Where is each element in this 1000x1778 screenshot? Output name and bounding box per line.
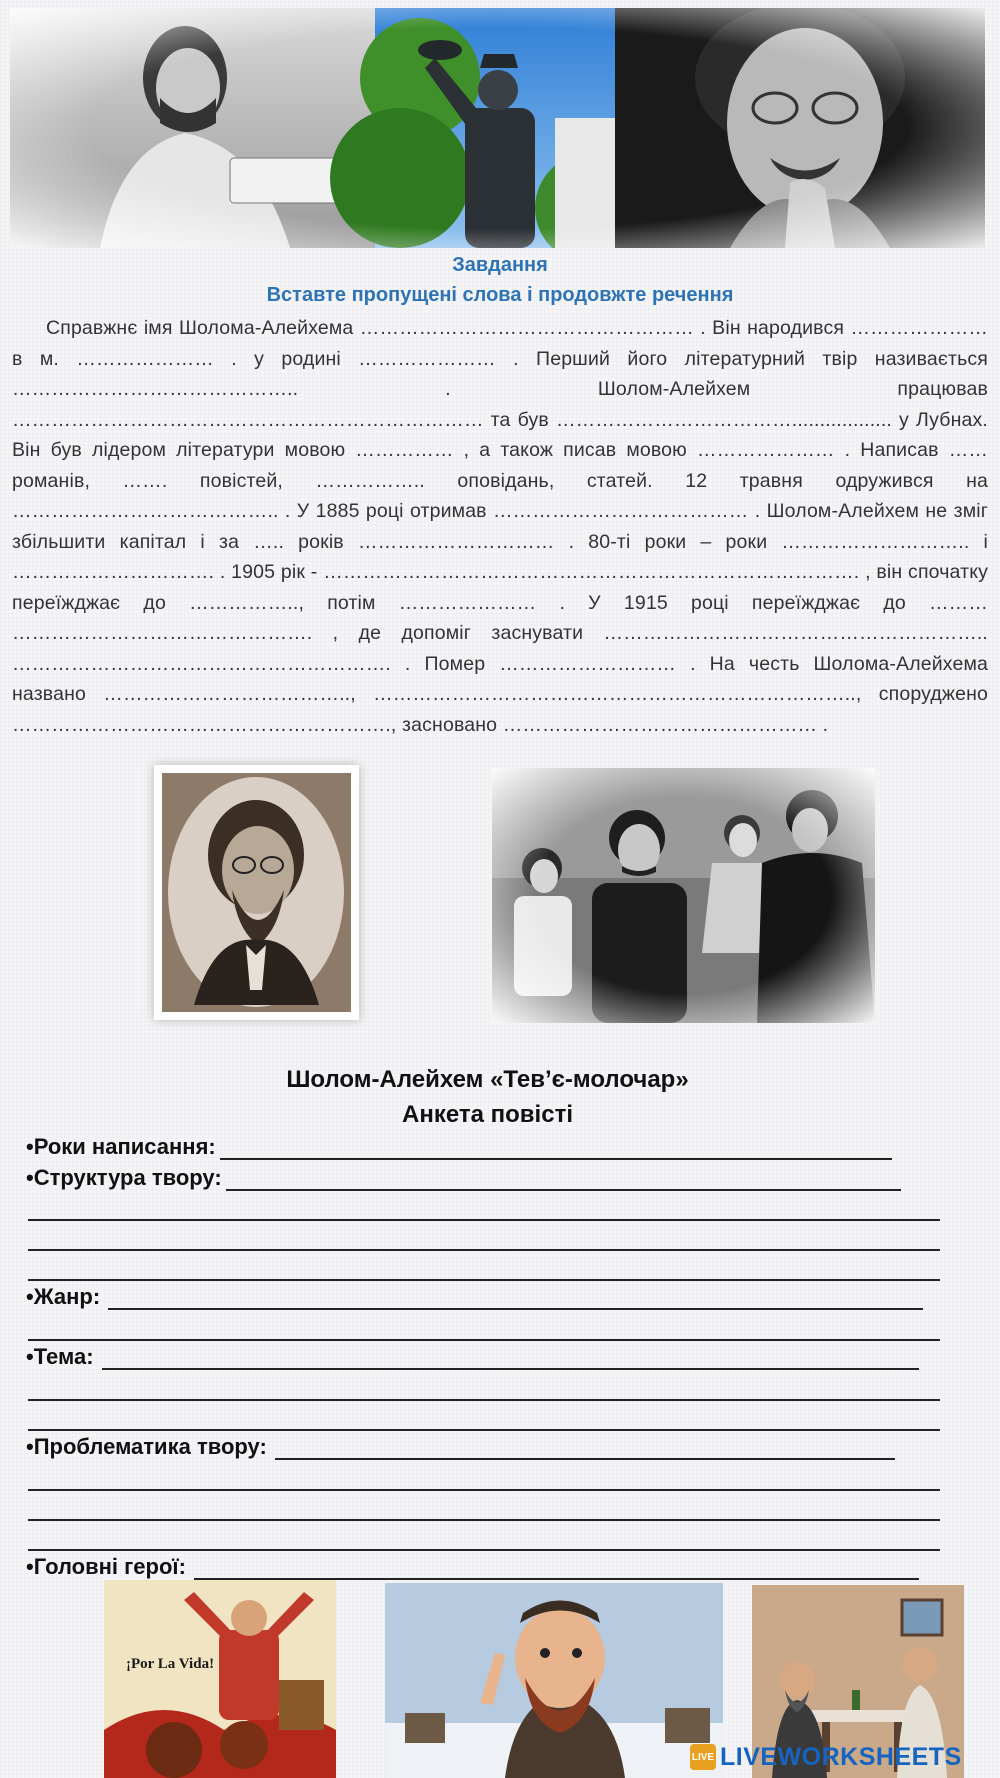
theme-row xyxy=(26,1344,919,1370)
main-characters-answer-line[interactable] xyxy=(194,1556,919,1580)
structure-row xyxy=(26,1165,901,1191)
years-written-row xyxy=(26,1134,892,1160)
theme-label: •Тема: xyxy=(26,1344,94,1369)
liveworksheets-wordmark: LIVEWORKSHEETS xyxy=(720,1742,962,1771)
answer-line[interactable] xyxy=(28,1339,940,1341)
poster-illustration xyxy=(104,1580,336,1778)
fill-in-paragraph xyxy=(12,313,988,740)
structure-answer-line[interactable] xyxy=(226,1167,901,1191)
answer-line[interactable] xyxy=(28,1519,940,1521)
liveworksheets-mark-icon: LIVE xyxy=(690,1744,716,1770)
poster-caption: ¡Por La Vida! xyxy=(126,1656,215,1672)
task-subheading: Вставте пропущені слова і продовжте речення xyxy=(266,284,734,306)
problems-row xyxy=(26,1434,895,1460)
main-characters-label: •Головні герої: xyxy=(26,1554,186,1579)
answer-line[interactable] xyxy=(28,1429,940,1431)
theme-answer-line[interactable] xyxy=(102,1346,919,1370)
top-photo-banner xyxy=(10,8,985,248)
liveworksheets-logo[interactable] xyxy=(690,1742,990,1772)
tevye-cartoon-illustration xyxy=(385,1583,723,1778)
answer-line[interactable] xyxy=(28,1219,940,1221)
questionnaire-subtitle: Анкета повісті xyxy=(402,1101,573,1128)
answer-line[interactable] xyxy=(28,1549,940,1551)
genre-answer-line[interactable] xyxy=(108,1286,923,1310)
answer-line[interactable] xyxy=(28,1279,940,1281)
answer-line[interactable] xyxy=(28,1249,940,1251)
problems-answer-line[interactable] xyxy=(275,1436,895,1460)
task-heading: Завдання xyxy=(452,254,548,276)
answer-line[interactable] xyxy=(28,1399,940,1401)
years-written-answer-line[interactable] xyxy=(220,1136,892,1160)
answer-line[interactable] xyxy=(28,1489,940,1491)
task-paragraph: Справжнє імя Шолома-Алейхема …………………………………………… . Він народився ………………… в м. ………………… . у родині ………………… . Перший його літературний твір називається …………………………………….. . Шолом-Алейхем працював ……………………………………………………………… та був ……………………………….................. у Лубнах. Він був лідером літератури мовою …………… , а також писав мовою ………………… . Написав …… романів, ……. повістей, …………….. оповідань, статей. 12 травня одружився на ………………………………….. . У 1885 році отримав ………………………………… . Шолом-Алейхем не зміг збільшити капітал і за ….. років ………………………… . 80-ті роки – роки ……………………….. і …………………………. . 1905 рік - ………………………………………………………………………. , він спочатку переїжджає до …………….., потім ………………… . У 1915 році переїжджає до ……… ………………………………………. , де допоміг заснувати ………………………………………………….. …………………………………………………. . Помер ……………………… . На честь Шолома-Алейхема названо ……………………………….., ……………………………………………………………….., споруджено …………………………………………………., засновано ………………………………………… . xyxy=(12,317,988,736)
genre-row xyxy=(26,1284,923,1310)
problems-label: •Проблематика твору: xyxy=(26,1434,267,1459)
main-characters-row xyxy=(26,1554,919,1580)
oval-portrait-photo xyxy=(154,765,359,1020)
family-photo xyxy=(492,768,875,1023)
genre-label: •Жанр: xyxy=(26,1284,101,1309)
questionnaire-title: Шолом-Алейхем «Тев’є-молочар» xyxy=(286,1066,689,1093)
years-written-label: •Роки написання: xyxy=(26,1134,216,1159)
structure-label: •Структура твору: xyxy=(26,1165,222,1190)
